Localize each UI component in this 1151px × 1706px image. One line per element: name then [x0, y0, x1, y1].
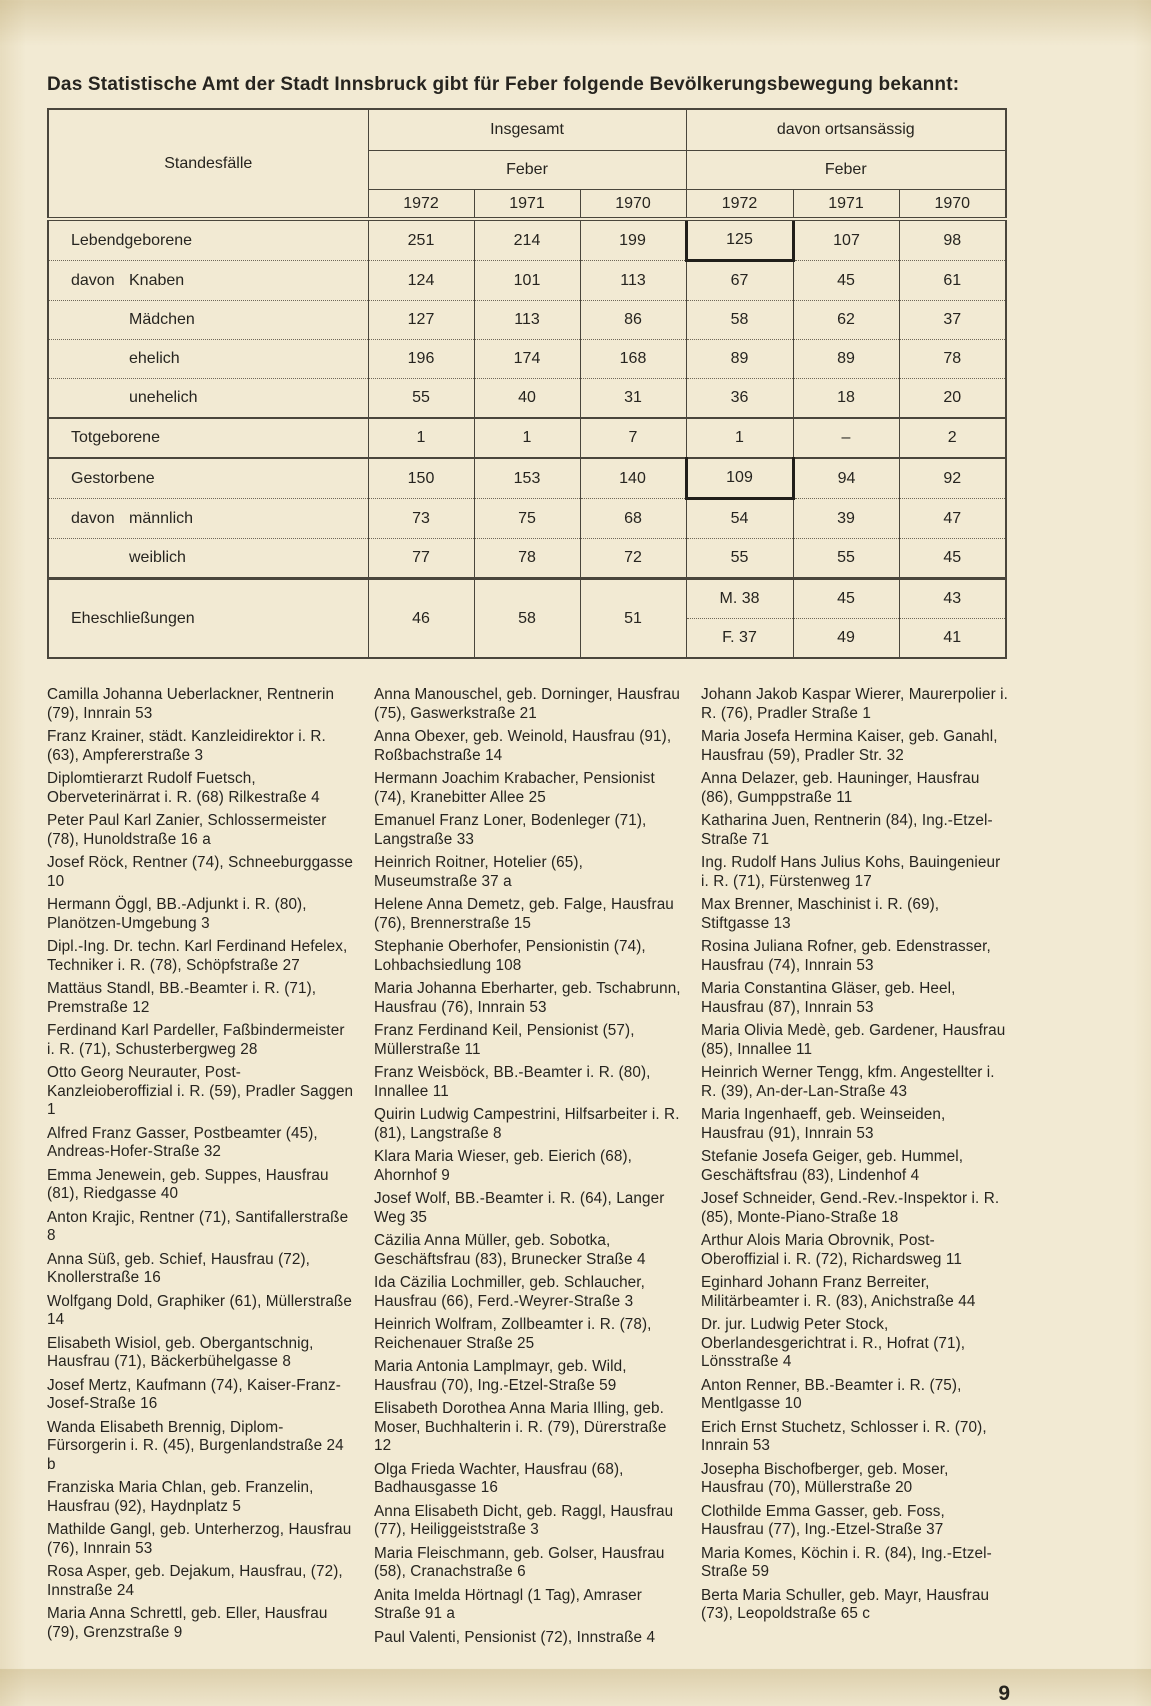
value-cell: 49	[793, 619, 899, 659]
deceased-name-columns	[47, 686, 1010, 1652]
person-entry: Quirin Ludwig Campestrini, Hilfsarbeiter i. R. (81), Langstraße 8	[374, 1106, 680, 1142]
table-row	[48, 458, 1006, 499]
person-entry: Anna Manouschel, geb. Dorninger, Hausfrau (75), Gaswerkstraße 21	[374, 686, 680, 722]
row-label-text: ehelich	[129, 350, 180, 367]
value-cell: 92	[899, 458, 1006, 499]
value-cell: 54	[686, 499, 793, 539]
value-cell: 41	[899, 619, 1006, 659]
person-entry: Maria Josefa Hermina Kaiser, geb. Ganahl, Hausfrau (59), Pradler Str. 32	[701, 728, 998, 764]
value-cell: M. 38	[686, 579, 793, 619]
person-entry: Maria Anna Schrettl, geb. Eller, Hausfrau (79), Grenzstraße 9	[47, 1605, 328, 1641]
person-entry: Josef Röck, Rentner (74), Schneeburggasse 10	[47, 854, 353, 890]
person-entry: Arthur Alois Maria Obrovnik, Post-Oberoffizial i. R. (72), Richardsweg 11	[701, 1232, 962, 1268]
table-row	[48, 539, 1006, 579]
person-entry: Rosina Juliana Rofner, geb. Edenstrasser, Hausfrau (74), Innrain 53	[701, 938, 991, 974]
value-cell: 2	[899, 418, 1006, 458]
person-entry: Maria Constantina Gläser, geb. Heel, Hausfrau (87), Innrain 53	[701, 980, 956, 1016]
row-label	[48, 219, 368, 261]
year-header: 1971	[793, 190, 899, 220]
value-cell: 51	[580, 579, 686, 659]
name-column-1	[47, 686, 356, 1652]
year-header: 1972	[686, 190, 793, 220]
page-number: 9	[998, 1682, 1010, 1705]
row-label-text: weiblich	[129, 549, 186, 566]
person-entry: Josef Wolf, BB.-Beamter i. R. (64), Langer Weg 35	[374, 1190, 665, 1226]
value-cell: 107	[793, 219, 899, 261]
person-entry: Anton Krajic, Rentner (71), Santifallerstraße 8	[47, 1208, 349, 1244]
table-row	[48, 340, 1006, 379]
row-label	[48, 340, 368, 379]
value-cell: 45	[793, 261, 899, 301]
value-cell: 113	[580, 261, 686, 301]
person-entry: Camilla Johanna Ueberlackner, Rentnerin (79), Innrain 53	[47, 686, 335, 722]
column-header-standesfaelle: Standesfälle	[48, 109, 368, 219]
value-cell: 78	[899, 340, 1006, 379]
person-entry: Ida Cäzilia Lochmiller, geb. Schlaucher, Hausfrau (66), Ferd.-Weyrer-Straße 3	[374, 1274, 645, 1310]
group-header-insgesamt: Insgesamt	[368, 109, 686, 151]
value-cell: 47	[899, 499, 1006, 539]
person-entry: Franziska Maria Chlan, geb. Franzelin, Hausfrau (92), Haydnplatz 5	[47, 1479, 314, 1515]
population-statistics-table	[47, 108, 1007, 659]
page-title: Das Statistische Amt der Stadt Innsbruck gibt für Feber folgende Bevölkerungsbewegung bekannt:	[47, 74, 960, 95]
person-entry: Emanuel Franz Loner, Bodenleger (71), Langstraße 33	[374, 812, 647, 848]
row-label-text: männlich	[129, 509, 194, 527]
value-cell: 1	[368, 418, 474, 458]
person-entry: Johann Jakob Kaspar Wierer, Maurerpolier i. R. (76), Pradler Straße 1	[701, 686, 1008, 722]
person-entry: Alfred Franz Gasser, Postbeamter (45), Andreas-Hofer-Straße 32	[47, 1124, 318, 1160]
person-entry: Anna Süß, geb. Schief, Hausfrau (72), Knollerstraße 16	[47, 1250, 311, 1286]
row-label-text: Eheschließungen	[71, 609, 195, 627]
table-row-marriages	[48, 579, 1006, 619]
value-cell: 58	[474, 579, 580, 659]
person-entry: Wanda Elisabeth Brennig, Diplom-Fürsorgerin i. R. (45), Burgenlandstraße 24 b	[47, 1418, 344, 1473]
value-cell: 251	[368, 219, 474, 261]
value-cell: 20	[899, 379, 1006, 419]
value-cell-highlight-box: 125	[686, 219, 793, 261]
person-entry: Maria Komes, Köchin i. R. (84), Ing.-Etzel-Straße 59	[701, 1544, 992, 1580]
row-label	[48, 301, 368, 340]
person-entry: Wolfgang Dold, Graphiker (61), Müllerstraße 14	[47, 1292, 352, 1328]
value-cell: 98	[899, 219, 1006, 261]
value-cell: 89	[793, 340, 899, 379]
person-entry: Hermann Öggl, BB.-Adjunkt i. R. (80), Planötzen-Umgebung 3	[47, 896, 307, 932]
name-column-2	[374, 686, 683, 1652]
value-cell: 40	[474, 379, 580, 419]
row-prefix: davon	[71, 271, 115, 289]
value-cell: 58	[686, 301, 793, 340]
person-entry: Anton Renner, BB.-Beamter i. R. (75), Mentlgasse 10	[701, 1376, 962, 1412]
table-row	[48, 418, 1006, 458]
row-label	[48, 458, 368, 499]
person-entry: Peter Paul Karl Zanier, Schlossermeister (78), Hunoldstraße 16 a	[47, 812, 327, 848]
table-row	[48, 499, 1006, 539]
value-cell: 153	[474, 458, 580, 499]
row-label	[48, 579, 368, 659]
value-cell: 150	[368, 458, 474, 499]
value-cell: F. 37	[686, 619, 793, 659]
person-entry: Diplomtierarzt Rudolf Fuetsch, Oberveterinärrat i. R. (68) Rilkestraße 4	[47, 770, 320, 806]
value-cell: 18	[793, 379, 899, 419]
person-entry: Mattäus Standl, BB.-Beamter i. R. (71), Premstraße 12	[47, 980, 317, 1016]
table-row	[48, 219, 1006, 261]
person-entry: Helene Anna Demetz, geb. Falge, Hausfrau (76), Brennerstraße 15	[374, 896, 674, 932]
value-cell: 113	[474, 301, 580, 340]
row-label-text: Mädchen	[129, 311, 195, 328]
value-cell: 77	[368, 539, 474, 579]
table-row	[48, 301, 1006, 340]
value-cell: 68	[580, 499, 686, 539]
value-cell: 199	[580, 219, 686, 261]
value-cell: 39	[793, 499, 899, 539]
person-entry: Anna Delazer, geb. Hauninger, Hausfrau (86), Gumppstraße 11	[701, 770, 980, 806]
value-cell: 72	[580, 539, 686, 579]
person-entry: Berta Maria Schuller, geb. Mayr, Hausfrau (73), Leopoldstraße 65 c	[701, 1586, 990, 1622]
person-entry: Hermann Joachim Krabacher, Pensionist (74), Kranebitter Allee 25	[374, 770, 655, 806]
person-entry: Cäzilia Anna Müller, geb. Sobotka, Geschäftsfrau (83), Brunecker Straße 4	[374, 1232, 646, 1268]
person-entry: Clothilde Emma Gasser, geb. Foss, Hausfrau (77), Ing.-Etzel-Straße 37	[701, 1502, 945, 1538]
row-label-text: Gestorbene	[71, 469, 155, 487]
person-entry: Maria Olivia Medè, geb. Gardener, Hausfrau (85), Innallee 11	[701, 1022, 1006, 1058]
row-label-text: Lebendgeborene	[71, 231, 193, 249]
value-cell: 140	[580, 458, 686, 499]
year-header: 1970	[580, 190, 686, 220]
person-entry: Maria Fleischmann, geb. Golser, Hausfrau (58), Cranachstraße 6	[374, 1544, 665, 1580]
value-cell: 1	[474, 418, 580, 458]
value-cell: 46	[368, 579, 474, 659]
value-cell: 124	[368, 261, 474, 301]
value-cell: 55	[686, 539, 793, 579]
person-entry: Eginhard Johann Franz Berreiter, Militärbeamter i. R. (83), Anichstraße 44	[701, 1274, 976, 1310]
person-entry: Emma Jenewein, geb. Suppes, Hausfrau (81), Riedgasse 40	[47, 1166, 329, 1202]
value-cell: 61	[899, 261, 1006, 301]
person-entry: Max Brenner, Maschinist i. R. (69), Stiftgasse 13	[701, 896, 940, 932]
value-cell: 94	[793, 458, 899, 499]
value-cell: 36	[686, 379, 793, 419]
sub-header-feber: Feber	[686, 151, 1006, 190]
value-cell: 214	[474, 219, 580, 261]
row-label	[48, 379, 368, 419]
person-entry: Dr. jur. Ludwig Peter Stock, Oberlandesgerichtrat i. R., Hofrat (71), Lönsstraße 4	[701, 1316, 966, 1370]
row-label	[48, 418, 368, 458]
person-entry: Heinrich Werner Tengg, kfm. Angestellter i. R. (39), An-der-Lan-Straße 43	[701, 1064, 995, 1100]
table-body	[48, 219, 1006, 658]
row-label-text: Knaben	[129, 271, 185, 289]
person-entry: Otto Georg Neurauter, Post-Kanzleioberoffizial i. R. (59), Pradler Saggen 1	[47, 1064, 354, 1118]
row-label-text: Totgeborene	[71, 429, 160, 446]
person-entry: Olga Frieda Wachter, Hausfrau (68), Badhausgasse 16	[374, 1460, 624, 1496]
row-prefix: davon	[71, 509, 115, 527]
person-entry: Maria Ingenhaeff, geb. Weinseiden, Hausfrau (91), Innrain 53	[701, 1106, 946, 1142]
value-cell: 7	[580, 418, 686, 458]
row-label	[48, 539, 368, 579]
value-cell: 101	[474, 261, 580, 301]
table-row	[48, 379, 1006, 419]
year-header: 1971	[474, 190, 580, 220]
person-entry: Paul Valenti, Pensionist (72), Innstraße 4	[374, 1628, 656, 1646]
person-entry: Heinrich Roitner, Hotelier (65), Museumstraße 37 a	[374, 854, 583, 890]
person-entry: Dipl.-Ing. Dr. techn. Karl Ferdinand Hefelex, Techniker i. R. (78), Schöpfstraße 27	[47, 938, 348, 974]
row-label	[48, 499, 368, 539]
person-entry: Stefanie Josefa Geiger, geb. Hummel, Geschäftsfrau (83), Lindenhof 4	[701, 1148, 964, 1184]
value-cell: 43	[899, 579, 1006, 619]
person-entry: Rosa Asper, geb. Dejakum, Hausfrau, (72), Innstraße 24	[47, 1563, 343, 1599]
value-cell: 174	[474, 340, 580, 379]
value-cell: 1	[686, 418, 793, 458]
value-cell: 78	[474, 539, 580, 579]
person-entry: Klara Maria Wieser, geb. Eierich (68), Ahornhof 9	[374, 1148, 632, 1184]
value-cell: 86	[580, 301, 686, 340]
value-cell: 55	[368, 379, 474, 419]
person-entry: Katharina Juen, Rentnerin (84), Ing.-Etzel-Straße 71	[701, 812, 993, 848]
person-entry: Josef Schneider, Gend.-Rev.-Inspektor i. R. (85), Monte-Piano-Straße 18	[701, 1190, 1000, 1226]
value-cell: 55	[793, 539, 899, 579]
person-entry: Maria Johanna Eberharter, geb. Tschabrunn, Hausfrau (76), Innrain 53	[374, 980, 681, 1016]
person-entry: Maria Antonia Lamplmayr, geb. Wild, Hausfrau (70), Ing.-Etzel-Straße 59	[374, 1358, 627, 1394]
value-cell: 37	[899, 301, 1006, 340]
person-entry: Franz Weisböck, BB.-Beamter i. R. (80), Innallee 11	[374, 1064, 651, 1100]
person-entry: Anna Obexer, geb. Weinold, Hausfrau (91), Roßbachstraße 14	[374, 728, 672, 764]
person-entry: Elisabeth Dorothea Anna Maria Illing, geb. Moser, Buchhalterin i. R. (79), Dürerstraße 12	[374, 1400, 667, 1454]
value-cell-highlight-box: 109	[686, 458, 793, 499]
year-header: 1972	[368, 190, 474, 220]
person-entry: Ferdinand Karl Pardeller, Faßbindermeister i. R. (71), Schusterbergweg 28	[47, 1022, 345, 1058]
row-label	[48, 261, 368, 301]
row-label-text: unehelich	[129, 389, 198, 406]
sub-header-feber: Feber	[368, 151, 686, 190]
value-cell: 75	[474, 499, 580, 539]
value-cell: 31	[580, 379, 686, 419]
value-cell: –	[793, 418, 899, 458]
person-entry: Erich Ernst Stuchetz, Schlosser i. R. (70), Innrain 53	[701, 1418, 987, 1454]
person-entry: Ing. Rudolf Hans Julius Kohs, Bauingenieur i. R. (71), Fürstenweg 17	[701, 854, 1001, 890]
person-entry: Franz Krainer, städt. Kanzleidirektor i. R. (63), Ampfererstraße 3	[47, 728, 326, 764]
person-entry: Anna Elisabeth Dicht, geb. Raggl, Hausfrau (77), Heiliggeiststraße 3	[374, 1502, 674, 1538]
person-entry: Heinrich Wolfram, Zollbeamter i. R. (78), Reichenauer Straße 25	[374, 1316, 652, 1352]
person-entry: Elisabeth Wisiol, geb. Obergantschnig, Hausfrau (71), Bäckerbühelgasse 8	[47, 1334, 314, 1370]
person-entry: Stephanie Oberhofer, Pensionistin (74), Lohbachsiedlung 108	[374, 938, 646, 974]
value-cell: 45	[899, 539, 1006, 579]
person-entry: Josef Mertz, Kaufmann (74), Kaiser-Franz-Josef-Straße 16	[47, 1376, 341, 1412]
value-cell: 67	[686, 261, 793, 301]
person-entry: Anita Imelda Hörtnagl (1 Tag), Amraser Straße 91 a	[374, 1586, 642, 1622]
person-entry: Franz Ferdinand Keil, Pensionist (57), Müllerstraße 11	[374, 1022, 635, 1058]
value-cell: 127	[368, 301, 474, 340]
value-cell: 73	[368, 499, 474, 539]
value-cell: 196	[368, 340, 474, 379]
person-entry: Mathilde Gangl, geb. Unterherzog, Hausfrau (76), Innrain 53	[47, 1521, 352, 1557]
value-cell: 89	[686, 340, 793, 379]
value-cell: 45	[793, 579, 899, 619]
group-header-ortsansaessig: davon ortsansässig	[686, 109, 1006, 151]
name-column-3	[701, 686, 1010, 1652]
person-entry: Josepha Bischofberger, geb. Moser, Hausfrau (70), Müllerstraße 20	[701, 1460, 949, 1496]
year-header: 1970	[899, 190, 1006, 220]
table-row	[48, 261, 1006, 301]
value-cell: 62	[793, 301, 899, 340]
value-cell: 168	[580, 340, 686, 379]
